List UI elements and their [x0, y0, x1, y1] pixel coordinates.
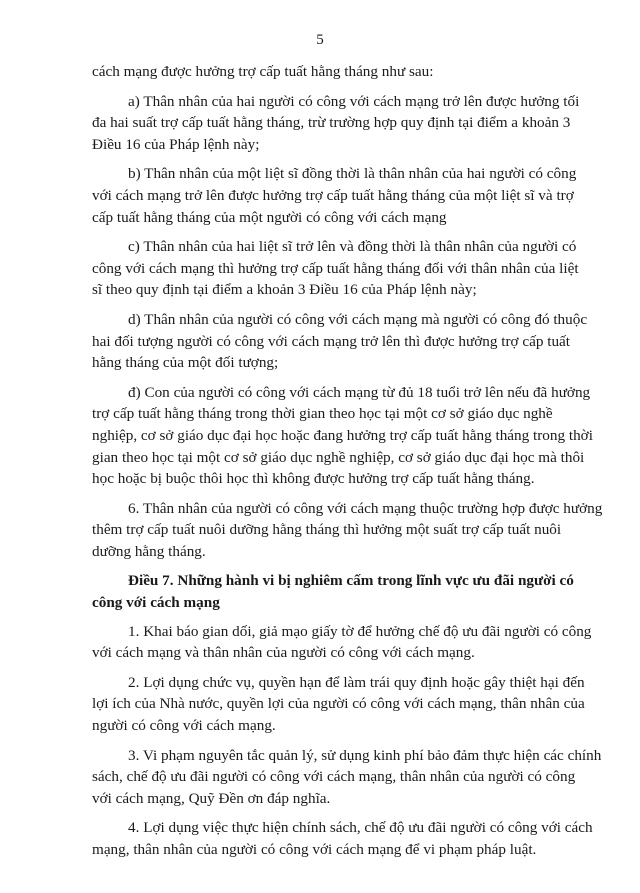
text-line: 3. Vi phạm nguyên tắc quản lý, sử dụng kinh phí bảo đảm thực hiện các chính: [128, 746, 602, 764]
text-line: lợi ích của Nhà nước, quyền lợi của người có công với cách mạng, thân nhân của: [92, 695, 585, 713]
text-line: nghiệp, cơ sở giáo dục đại học hoặc đang hưởng trợ cấp tuất hằng tháng trong thời: [92, 426, 593, 444]
clause-dd: [92, 382, 593, 490]
text-line: 4. Lợi dụng việc thực hiện chính sách, chế độ ưu đãi người có công với cách: [128, 819, 593, 837]
text-line: với cách mạng và thân nhân của người có công với cách mạng.: [92, 644, 475, 662]
text-line: b) Thân nhân của một liệt sĩ đồng thời là thân nhân của hai người có công: [128, 165, 577, 183]
text-line: sĩ theo quy định tại điểm a khoản 3 Điều 16 của Pháp lệnh này;: [92, 281, 477, 299]
heading-line: công với cách mạng: [92, 594, 220, 612]
article-7-item-3: [92, 745, 602, 810]
text-line: người có công với cách mạng.: [92, 717, 276, 735]
text-line: cấp tuất hằng tháng của một người có công với cách mạng: [92, 208, 447, 226]
text-line: trợ cấp tuất hằng tháng trong thời gian theo học tại một cơ sở giáo dục nghề: [92, 405, 553, 423]
text-line: mạng, thân nhân của người có công với cách mạng để vi phạm pháp luật.: [92, 841, 537, 858]
text-line: công với cách mạng thì hưởng trợ cấp tuất hằng tháng đối với thân nhân của liệt: [92, 259, 579, 277]
text-line: 6. Thân nhân của người có công với cách mạng thuộc trường hợp được hưởng: [128, 499, 603, 517]
text-line: với cách mạng, Quỹ Đền ơn đáp nghĩa.: [92, 789, 331, 807]
intro-line: cách mạng được hưởng trợ cấp tuất hằng tháng như sau:: [92, 63, 434, 80]
text-line: dưỡng hằng tháng.: [92, 542, 206, 560]
item-6: [92, 498, 603, 563]
text-line: d) Thân nhân của người có công với cách mạng mà người có công đó thuộc: [128, 310, 588, 328]
text-line: gian theo học tại một cơ sở giáo dục nghề nghiệp, cơ sở giáo dục đại học mà thôi: [92, 448, 585, 466]
text-line: c) Thân nhân của hai liệt sĩ trở lên và đồng thời là thân nhân của người có: [128, 238, 577, 256]
text-line: đ) Con của người có công với cách mạng từ đủ 18 tuổi trở lên nếu đã hưởng: [128, 383, 591, 401]
document-body: [92, 61, 603, 869]
text-line: học hoặc bị buộc thôi học thì không được hưởng trợ cấp tuất hằng tháng.: [92, 470, 535, 488]
page-number: 5: [316, 32, 324, 48]
text-line: hai đối tượng người có công với cách mạng trở lên thì được hưởng trợ cấp tuất: [92, 332, 571, 350]
article-7-item-4: [92, 817, 593, 860]
heading-line: Điều 7. Những hành vi bị nghiêm cấm trong lĩnh vực ưu đãi người có: [128, 572, 574, 590]
text-line: với cách mạng trở lên được hưởng trợ cấp tuất hằng tháng của một liệt sĩ và trợ: [92, 186, 574, 204]
clause-c: [92, 236, 579, 301]
text-line: Điều 16 của Pháp lệnh này;: [92, 135, 260, 153]
clause-d: [92, 309, 588, 374]
text-line: đa hai suất trợ cấp tuất hằng tháng, trừ trường hợp quy định tại điểm a khoản 3: [92, 114, 571, 132]
article-7-heading: [92, 570, 574, 613]
clause-a: [92, 91, 580, 156]
article-7-item-1: [92, 621, 592, 664]
article-7-item-2: [92, 672, 585, 737]
text-line: a) Thân nhân của hai người có công với cách mạng trở lên được hưởng tối: [128, 92, 580, 110]
text-line: 1. Khai báo gian dối, giả mạo giấy tờ để hưởng chế độ ưu đãi người có công: [128, 622, 592, 640]
text-line: thêm trợ cấp tuất nuôi dưỡng hằng tháng thì hưởng một suất trợ cấp tuất nuôi: [92, 521, 562, 539]
text-line: 2. Lợi dụng chức vụ, quyền hạn để làm trái quy định hoặc gây thiệt hại đến: [128, 673, 585, 691]
clause-b: [92, 163, 577, 228]
text-line: hằng tháng của một đối tượng;: [92, 354, 279, 372]
text-line: sách, chế độ ưu đãi người có công với cách mạng, thân nhân của người có công: [92, 768, 576, 786]
